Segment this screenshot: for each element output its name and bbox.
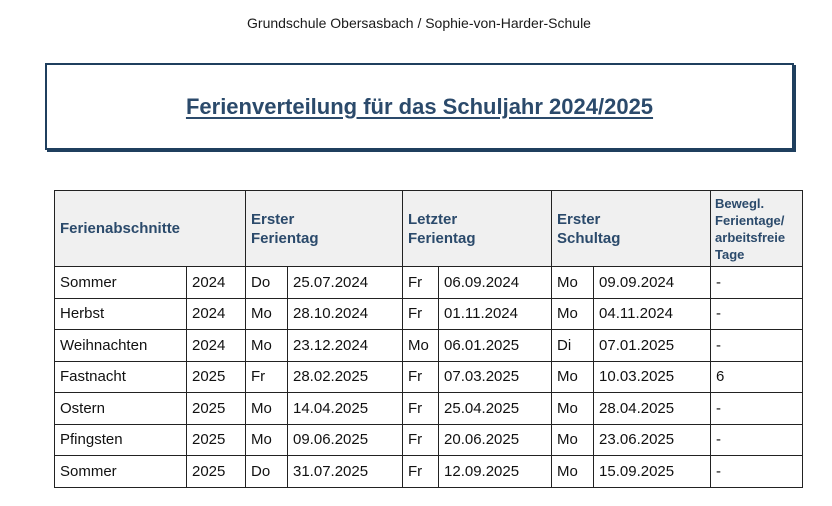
row-last-date: 06.01.2025 <box>439 330 552 362</box>
row-last-date: 25.04.2025 <box>439 393 552 425</box>
row-first-weekday: Do <box>246 456 288 488</box>
header-bewegl-ferientage <box>711 191 803 267</box>
row-school-weekday: Mo <box>552 424 594 456</box>
row-first-date: 28.02.2025 <box>288 361 403 393</box>
row-name: Sommer <box>55 456 187 488</box>
header-line: Ferientag <box>408 229 476 247</box>
row-last-weekday: Fr <box>403 267 439 299</box>
table-row <box>55 330 803 362</box>
header-line: Tage <box>715 246 745 262</box>
row-extra-days: - <box>711 393 803 425</box>
row-school-date: 28.04.2025 <box>594 393 711 425</box>
row-school-weekday: Mo <box>552 456 594 488</box>
row-last-weekday: Fr <box>403 298 439 330</box>
table-row <box>55 393 803 425</box>
header-ferienabschnitte: Ferienabschnitte <box>55 191 246 267</box>
header-erster-schultag <box>552 191 711 267</box>
row-name: Weihnachten <box>55 330 187 362</box>
row-first-weekday: Mo <box>246 424 288 456</box>
row-last-weekday: Fr <box>403 361 439 393</box>
header-line: Letzter <box>408 210 458 228</box>
row-school-weekday: Mo <box>552 267 594 299</box>
row-first-date: 31.07.2025 <box>288 456 403 488</box>
row-last-weekday: Fr <box>403 456 439 488</box>
table-row <box>55 298 803 330</box>
row-extra-days: - <box>711 298 803 330</box>
row-school-date: 09.09.2024 <box>594 267 711 299</box>
row-extra-days: 6 <box>711 361 803 393</box>
table-row <box>55 424 803 456</box>
row-name: Sommer <box>55 267 187 299</box>
table-row <box>55 456 803 488</box>
row-school-weekday: Mo <box>552 393 594 425</box>
row-first-date: 23.12.2024 <box>288 330 403 362</box>
row-name: Herbst <box>55 298 187 330</box>
row-year: 2025 <box>187 456 246 488</box>
header-line: Erster <box>557 210 601 228</box>
row-year: 2024 <box>187 267 246 299</box>
row-school-date: 07.01.2025 <box>594 330 711 362</box>
row-first-date: 09.06.2025 <box>288 424 403 456</box>
header-line: Ferientage/ <box>715 212 785 228</box>
row-last-weekday: Fr <box>403 393 439 425</box>
header-row <box>55 191 803 267</box>
row-year: 2025 <box>187 393 246 425</box>
row-first-weekday: Mo <box>246 298 288 330</box>
holiday-table <box>54 190 803 488</box>
header-line: arbeitsfreie <box>715 229 786 245</box>
row-first-date: 14.04.2025 <box>288 393 403 425</box>
row-school-weekday: Mo <box>552 298 594 330</box>
header-letzter-ferientag <box>403 191 552 267</box>
row-school-date: 10.03.2025 <box>594 361 711 393</box>
header-line: Schultag <box>557 229 621 247</box>
row-year: 2025 <box>187 424 246 456</box>
header-line: Ferientag <box>251 229 319 247</box>
row-year: 2025 <box>187 361 246 393</box>
header-line: Bewegl. <box>715 195 765 211</box>
row-first-weekday: Fr <box>246 361 288 393</box>
school-name: Grundschule Obersasbach / Sophie-von-Harder-Schule <box>247 15 591 31</box>
row-last-date: 07.03.2025 <box>439 361 552 393</box>
row-extra-days: - <box>711 330 803 362</box>
row-year: 2024 <box>187 330 246 362</box>
row-extra-days: - <box>711 267 803 299</box>
header-line: Erster <box>251 210 295 228</box>
page-title: Ferienverteilung für das Schuljahr 2024/2025 <box>185 93 654 119</box>
table-row <box>55 361 803 393</box>
row-last-date: 01.11.2024 <box>439 298 552 330</box>
row-first-weekday: Mo <box>246 330 288 362</box>
row-last-date: 20.06.2025 <box>439 424 552 456</box>
row-first-date: 25.07.2024 <box>288 267 403 299</box>
table-row <box>55 267 803 299</box>
row-first-weekday: Do <box>246 267 288 299</box>
row-school-date: 15.09.2025 <box>594 456 711 488</box>
row-last-date: 12.09.2025 <box>439 456 552 488</box>
row-name: Ostern <box>55 393 187 425</box>
row-last-date: 06.09.2024 <box>439 267 552 299</box>
header-erster-ferientag <box>246 191 403 267</box>
row-year: 2024 <box>187 298 246 330</box>
row-extra-days: - <box>711 424 803 456</box>
title-box <box>45 63 794 150</box>
row-last-weekday: Fr <box>403 424 439 456</box>
row-last-weekday: Mo <box>403 330 439 362</box>
row-name: Pfingsten <box>55 424 187 456</box>
row-extra-days: - <box>711 456 803 488</box>
row-first-weekday: Mo <box>246 393 288 425</box>
row-school-date: 23.06.2025 <box>594 424 711 456</box>
row-school-date: 04.11.2024 <box>594 298 711 330</box>
row-first-date: 28.10.2024 <box>288 298 403 330</box>
row-school-weekday: Di <box>552 330 594 362</box>
row-school-weekday: Mo <box>552 361 594 393</box>
row-name: Fastnacht <box>55 361 187 393</box>
